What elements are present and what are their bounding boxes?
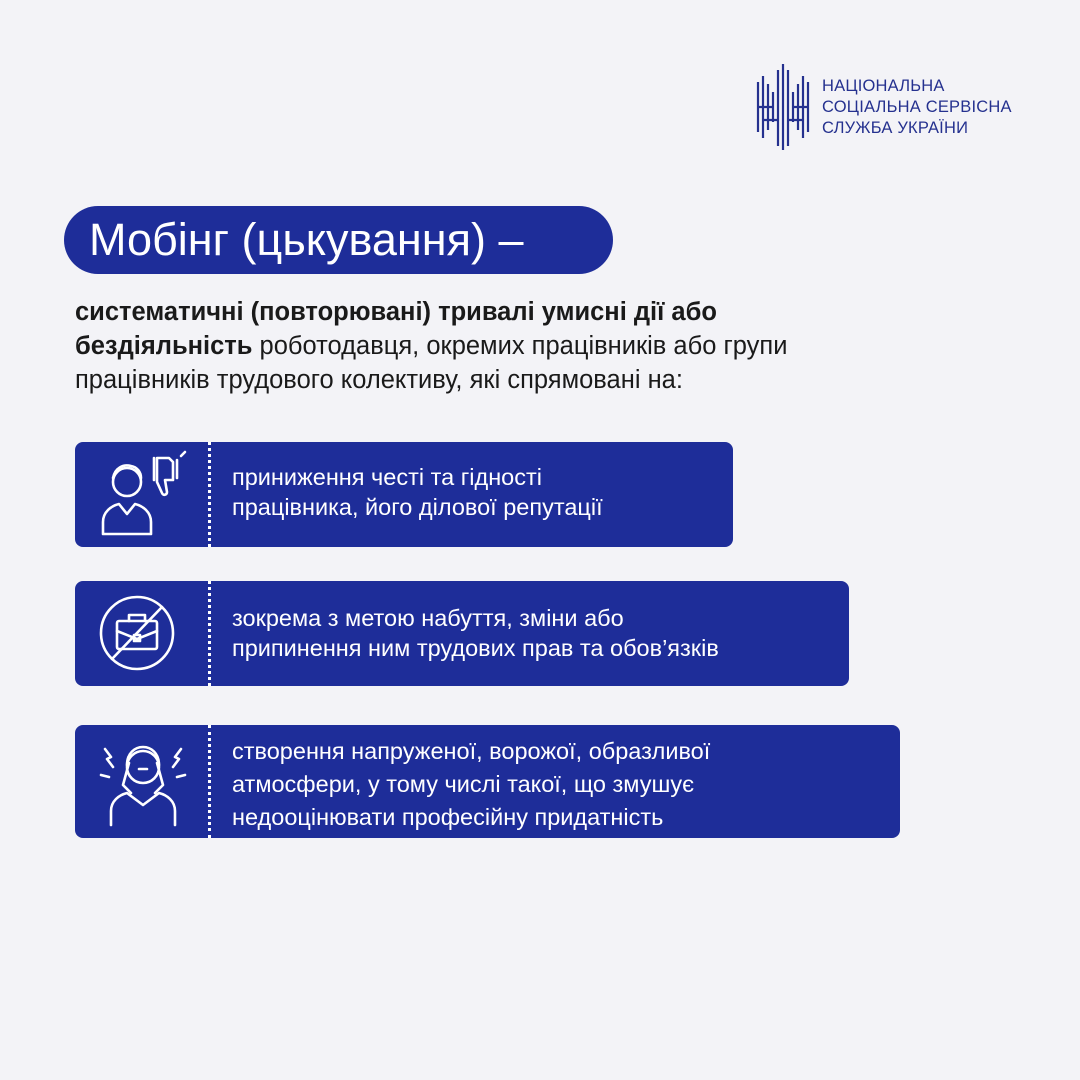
card-divider	[208, 725, 211, 838]
page-title: Мобінг (цькування) –	[64, 206, 613, 274]
card-2-line-2: припинення ним трудових прав та обов’язків	[232, 635, 719, 661]
card-3-line-2: атмосфери, у тому числі такої, що змушує	[232, 771, 695, 797]
definition-text	[75, 295, 975, 397]
definition-bold-line-2: бездіяльність	[75, 332, 253, 360]
logo-line-2: СОЦІАЛЬНА СЕРВІСНА	[822, 98, 1012, 116]
logo-text	[822, 76, 1012, 139]
card-3-line-3: недооцінювати професійну придатність	[232, 804, 664, 830]
prohibited-briefcase-icon	[97, 587, 189, 679]
card-1-line-1: приниження честі та гідності	[232, 464, 542, 490]
logo	[754, 62, 1044, 154]
national-social-service-logo-icon	[754, 62, 812, 152]
card-1-line-2: працівника, його ділової репутації	[232, 494, 603, 520]
card-divider	[208, 442, 211, 547]
logo-line-1: НАЦІОНАЛЬНА	[822, 77, 945, 95]
card-text	[232, 462, 721, 522]
card-labor-rights	[75, 581, 849, 686]
definition-line-3: працівників трудового колективу, які спрямовані на:	[75, 366, 683, 394]
logo-line-3: СЛУЖБА УКРАЇНИ	[822, 119, 969, 137]
card-3-line-1: створення напруженої, ворожої, образливої	[232, 738, 711, 764]
card-text	[232, 603, 837, 663]
definition-bold-line-1: систематичні (повторювані) тривалі умисні дії або	[75, 298, 717, 326]
card-divider	[208, 581, 211, 686]
card-2-line-1: зокрема з метою набуття, зміни або	[232, 605, 624, 631]
card-text	[232, 735, 888, 834]
card-hostile-atmosphere	[75, 725, 900, 838]
card-humiliation	[75, 442, 733, 547]
definition-rest-line-2: роботодавця, окремих працівників або групи	[252, 332, 788, 360]
stressed-person-icon	[97, 735, 189, 827]
person-thumbs-down-icon	[97, 448, 189, 540]
